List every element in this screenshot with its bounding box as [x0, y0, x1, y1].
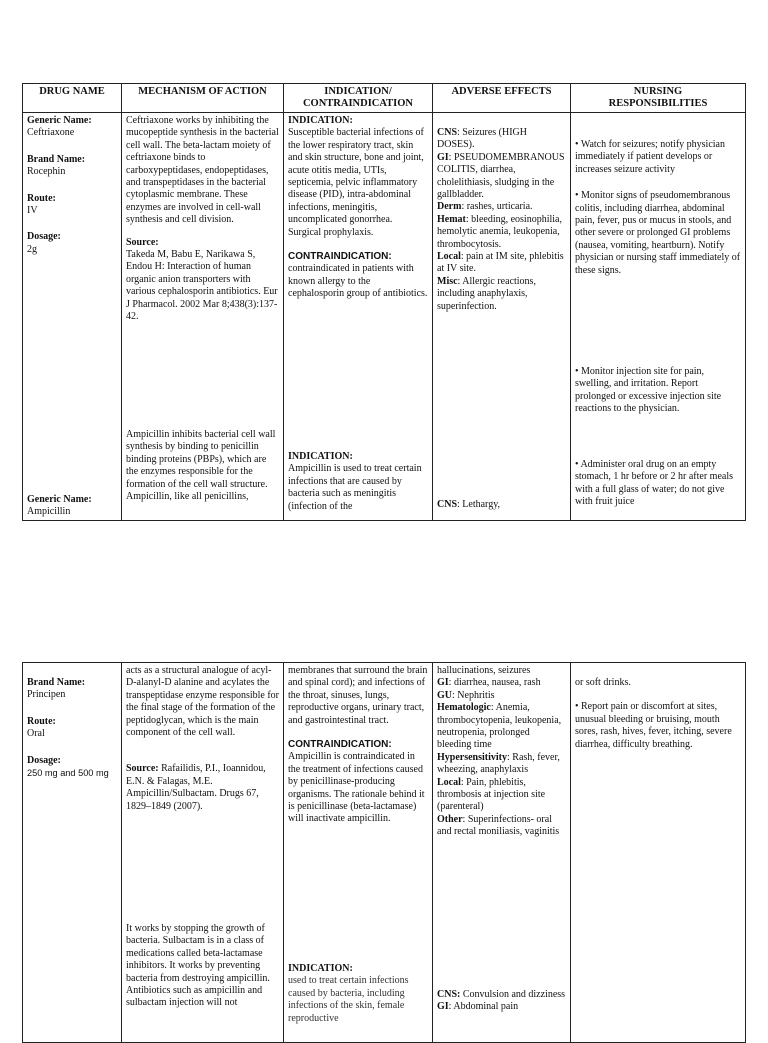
adverse-gu: GU: Nephritis: [437, 689, 495, 701]
header-indication: INDICATION/ CONTRAINDICATION: [284, 84, 433, 113]
adverse-gi: GI: diarrhea, nausea, rash: [437, 677, 541, 689]
ampicillin-mechanism-text: Ampicillin inhibits bacterial cell wall synthesis by binding to penicillin binding proteins (PBPs), which are the enzymes responsible for the formation of the cell wall structure. Ampicillin, like all penicillins,: [126, 429, 276, 503]
contraindication-text: contraindicated in patients with known allergy to the cephalosporin group of antibiotics.: [288, 263, 428, 300]
nursing-item: • Report pain or discomfort at sites, unusual bleeding or bruising, mouth sores, rash, hives, fever, itching, severe diarrhea, difficulty breathing.: [575, 701, 732, 750]
indication-label: INDICATION:: [288, 115, 353, 126]
header-nursing: NURSING RESPONSIBILITIES: [571, 84, 746, 113]
route-value: Oral: [27, 728, 45, 740]
table-row: [23, 663, 746, 1043]
drug-name-cell: [23, 113, 122, 521]
drug-name-cell: [23, 663, 122, 1043]
drug-table: [22, 662, 746, 1043]
adverse-gi: GI: PSEUDOMEMBRANOUS COLITIS, diarrhea, cholelithiasis, sludging in the gallbladder.: [437, 151, 565, 201]
header-drug-name: DRUG NAME: [23, 84, 122, 113]
mechanism-text: Ceftriaxone works by inhibiting the mucopeptide synthesis in the bacterial cell wall. The beta-lactam moiety of ceftriaxone binds to carboxypeptidases, endopeptidases, and transpeptidases in the bacterial cytoplasmic membrane. These enzymes are involved in cell-wall synthesis and cell division.: [126, 115, 279, 226]
table-row: [23, 113, 746, 521]
adverse-other: Other: Superinfections- oral and rectal moniliasis, vaginitis: [437, 813, 560, 838]
adverse-effects-cell: [433, 113, 571, 521]
source-text: Takeda M, Babu E, Narikawa S, Endou H: Interaction of human organic anion transporters with various cephalosporin antibiotics. Eur J Pharmacol. 2002 Mar 8;438(3):137-42.: [126, 249, 278, 323]
indication-text-2: Ampicillin is used to treat certain infections that are caused by bacteria such as meningitis (infection of the: [288, 463, 422, 512]
nursing-item: • Monitor injection site for pain, swelling, and irritation. Report prolonged or excessive injection site reactions to the physician.: [575, 366, 722, 415]
nursing-continued: or soft drinks.: [575, 677, 631, 688]
mechanism-text: acts as a structural analogue of acyl-D-alanyl-D alanine and acylates the transpeptidase enzyme responsible for the final stage of the formation of the peptidoglycan, which is the main component of the cell wall.: [126, 665, 280, 739]
adverse-effects-cell: [433, 663, 571, 1043]
adverse-hematologic: Hematologic: Anemia, thrombocytopenia, leukopenia, neutropenia, prolonged bleeding time: [437, 702, 562, 751]
contraindication-text: Ampicillin is contraindicated in the treatment of infections caused by penicillinase-producing organisms. The rationale behind it is penicillinase (beta-lactamase) will inactivate ampicillin.: [288, 751, 425, 825]
drug-table-page-2: [22, 662, 745, 1043]
sulbactam-mechanism-text: It works by stopping the growth of bacteria. Sulbactam is in a class of medications called beta-lactamase inhibitors. It works by preventing bacteria from destroying ampicillin. Antibiotics such as ampicillin and sulbactam injection will not: [126, 923, 270, 1009]
adverse-derm: Derm: rashes, urticaria.: [437, 201, 533, 213]
mechanism-cell: [122, 113, 284, 521]
dosage-value: 250 mg and 500 mg: [27, 768, 109, 779]
adverse-cns: CNS: Convulsion and dizziness: [437, 989, 566, 1000]
dosage-value: 2g: [27, 243, 37, 255]
indication-label-2: INDICATION:: [288, 963, 353, 974]
generic-name-label-2: Generic Name:: [27, 494, 92, 505]
indication-cell: [284, 663, 433, 1043]
dosage-label: Dosage:: [27, 754, 61, 766]
adverse-gi-2: GI: Abdominal pain: [437, 1001, 519, 1013]
source-label: Source:: [126, 236, 159, 248]
source-text: Source: Rafailidis, P.I., Ioannidou, E.N. & Falagas, M.E. Ampicillin/Sulbactam. Drugs 67, 1829–1849 (2007).: [126, 763, 266, 812]
drug-table: [22, 83, 746, 521]
adverse-hypersensitivity: Hypersensitivity: Rash, fever, wheezing, anaphylaxis: [437, 751, 560, 776]
adverse-cns: CNS: Seizures (HIGH DOSES).: [437, 127, 527, 151]
dosage-label: Dosage:: [27, 231, 61, 243]
nursing-item: • Administer oral drug on an empty stomach, 1 hr before or 2 hr after meals with a full glass of water; do not give with fruit juice: [575, 459, 733, 508]
header-mechanism: MECHANISM OF ACTION: [122, 84, 284, 113]
generic-name-label: Generic Name:: [27, 115, 92, 126]
nursing-cell: [571, 113, 746, 521]
generic-name-value: Ceftriaxone: [27, 127, 75, 139]
adverse-local: Local: Pain, phlebitis, thrombosis at injection site (parenteral): [437, 776, 546, 813]
indication-text: Susceptible bacterial infections of the lower respiratory tract, skin and skin structure, bone and joint, acute otitis media, UTIs, septicemia, pelvic inflammatory disease (PID), intra-abdominal infections, meningitis, uncomplicated gonorrhea. Surgical prophylaxis.: [288, 127, 424, 238]
nursing-cell: [571, 663, 746, 1043]
indication-text: membranes that surround the brain and spinal cord); and infections of the throat, sinuses, lungs, reproductive organs, urinary tract, and gastrointestinal tract.: [288, 665, 428, 726]
adverse-misc: Misc: Allergic reactions, including anaphylaxis, superinfection.: [437, 275, 536, 312]
header-adverse-effects: ADVERSE EFFECTS: [433, 84, 571, 113]
mechanism-cell: [122, 663, 284, 1043]
route-value: IV: [27, 205, 38, 217]
adverse-cns-2: CNS: Lethargy,: [437, 499, 501, 510]
indication-text-2: used to treat certain infections caused by bacteria, including infections of the skin, female reproductive: [288, 975, 409, 1024]
contraindication-label: CONTRAINDICATION:: [288, 251, 392, 263]
route-label: Route:: [27, 715, 56, 727]
brand-name-value: Principen: [27, 689, 66, 701]
route-label: Route:: [27, 192, 56, 204]
nursing-item: • Watch for seizures; notify physician immediately if patient develops or increases seizure activity: [575, 139, 725, 175]
nursing-item: • Monitor signs of pseudomembranous colitis, including diarrhea, abdominal pain, fever, pus or mucus in stools, and other severe or prolonged GI problems (nausea, vomiting, heartburn). Notify physician or nursing staff immediately of these signs.: [575, 190, 741, 276]
indication-cell: [284, 113, 433, 521]
indication-label-2: INDICATION:: [288, 451, 353, 462]
generic-name-value-2: Ampicillin: [27, 506, 71, 518]
adverse-continued: hallucinations, seizures: [437, 665, 531, 676]
adverse-hemat: Hemat: bleeding, eosinophilia, hemolytic anemia, leukopenia, thrombocytosis.: [437, 213, 562, 250]
drug-table-page-1: [22, 83, 745, 521]
brand-name-label: Brand Name:: [27, 153, 86, 165]
contraindication-label: CONTRAINDICATION:: [288, 739, 392, 751]
brand-name-label: Brand Name:: [27, 677, 86, 688]
brand-name-value: Rocephin: [27, 166, 66, 178]
table-header-row: [23, 84, 746, 113]
adverse-local: Local: pain at IM site, phlebitis at IV site.: [437, 251, 564, 275]
